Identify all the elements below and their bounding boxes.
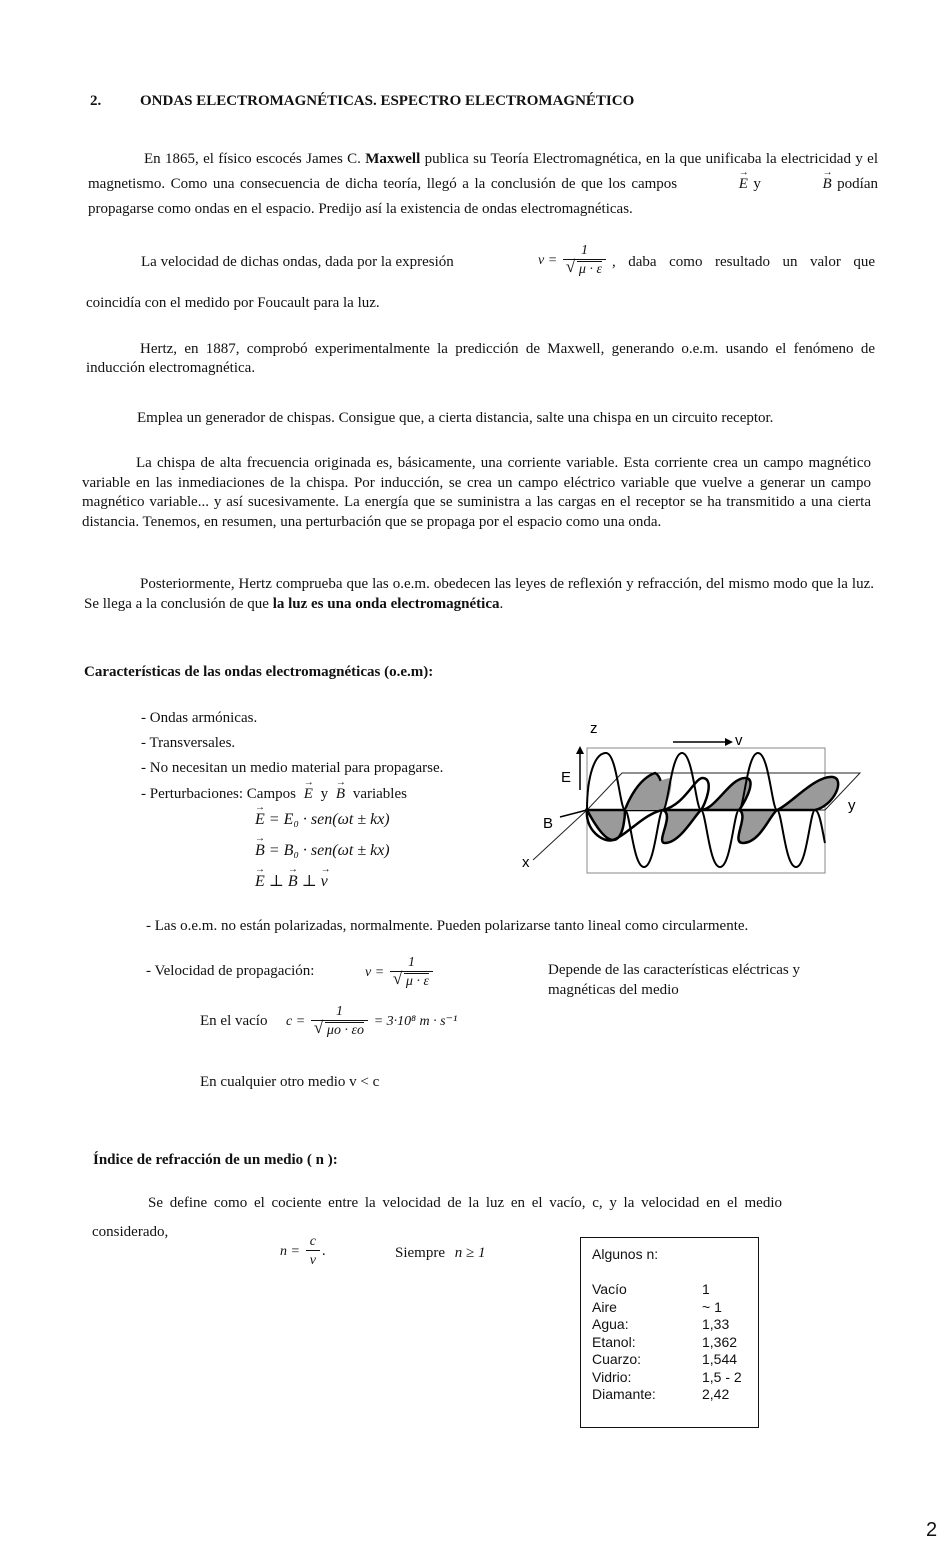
vector-b: → B bbox=[288, 872, 298, 891]
p1-text-2: publica su Teoría Electromagnética, en la que unificaba la electricidad y el magnetismo. Como una consecuencia de dicha teoría, llegó a la conclusión de que los campos bbox=[88, 151, 878, 192]
fraction-num: 1 bbox=[407, 955, 415, 970]
row-name: Agua: bbox=[592, 1316, 629, 1332]
other-medium-note: En cualquier otro medio v < c bbox=[200, 1074, 380, 1090]
p1-text-3: podían propagarse como ondas en el espacio. Predijo así la existencia de ondas electromagnéticas. bbox=[88, 176, 878, 217]
vector-b: → B bbox=[336, 785, 345, 804]
paragraph-hertz: Hertz, en 1887, comprobó experimentalmente la predicción de Maxwell, generando o.e.m. usando el fenómeno de inducción electromagnética. bbox=[86, 341, 875, 376]
fraction-den: v bbox=[306, 1250, 320, 1269]
x-axis bbox=[533, 810, 587, 860]
b-wave-segment bbox=[777, 777, 838, 810]
e-field-equation bbox=[255, 810, 390, 829]
vector-b: → B bbox=[766, 172, 831, 197]
refraction-table bbox=[592, 1281, 742, 1404]
paragraph-velocity bbox=[88, 240, 878, 288]
formula-n-lhs: n = bbox=[280, 1244, 300, 1259]
b-wave-segment bbox=[738, 810, 777, 843]
row-name: Diamante: bbox=[592, 1386, 656, 1402]
c-formula bbox=[286, 1004, 457, 1039]
perturb-conj: y bbox=[320, 786, 329, 802]
vacuum-label: En el vacío bbox=[200, 1013, 268, 1029]
formula-v-lhs: v = bbox=[365, 965, 385, 980]
p2-text: La velocidad de dichas ondas, dada por la expresión bbox=[141, 254, 454, 270]
table-row bbox=[592, 1369, 742, 1387]
table-row bbox=[592, 1386, 742, 1404]
page-number: 2 bbox=[926, 1519, 938, 1541]
row-name: Vacío bbox=[592, 1281, 627, 1297]
em-wave-diagram bbox=[515, 715, 875, 880]
paragraph-spark: Emplea un generador de chispas. Consigue que, a cierta distancia, salte una chispa en un circuito receptor. bbox=[137, 410, 774, 426]
formula-v-lhs: v = bbox=[538, 253, 558, 268]
characteristics-title: Características de las ondas electromagnéticas (o.e.m): bbox=[84, 664, 434, 680]
list-item: - Transversales. bbox=[141, 735, 236, 751]
p2-text-2: , daba como resultado un valor que bbox=[612, 254, 875, 270]
row-value: 1,544 bbox=[702, 1351, 738, 1367]
perturbation-line bbox=[141, 785, 407, 804]
row-name: Aire bbox=[592, 1298, 617, 1315]
label-z: z bbox=[590, 720, 598, 737]
siempre-math: n ≥ 1 bbox=[454, 1245, 486, 1261]
v-arrowhead bbox=[725, 738, 733, 746]
vector-v: → v bbox=[321, 872, 328, 891]
fraction bbox=[306, 1234, 320, 1269]
b-field-equation bbox=[255, 841, 390, 860]
row-value: 1 bbox=[702, 1281, 710, 1297]
row-value: 2,42 bbox=[702, 1386, 730, 1402]
refraction-index-box bbox=[580, 1237, 759, 1428]
perturb-text: - Perturbaciones: Campos bbox=[141, 786, 296, 802]
formula-dot: . bbox=[321, 1243, 326, 1259]
row-name: Vidrio: bbox=[592, 1368, 632, 1385]
label-b: B bbox=[543, 815, 554, 832]
label-e: E bbox=[561, 769, 572, 786]
row-value: 1,5 - 2 bbox=[702, 1368, 742, 1385]
table-row bbox=[592, 1351, 742, 1369]
paragraph-explanation: La chispa de alta frecuencia originada es, básicamente, una corriente variable. Esta corriente crea un campo magnético variable en las inmediaciones de la chispa. Por inducción, se crea un campo eléctrico variable que vuelve a generar un campo magnético variable... y así sucesivamente. La energía que se suministra a las cargas en el receptor se ha transmitido a una cierta distancia. Tenemos, en resumen, una perturbación que se propaga por el espacio como una onda. bbox=[82, 455, 871, 530]
siempre-line bbox=[395, 1244, 485, 1263]
box-title: Algunos n: bbox=[592, 1246, 659, 1262]
p1-text: En 1865, el físico escocés James C. bbox=[144, 151, 366, 167]
formula-c-lhs: c = bbox=[286, 1014, 306, 1029]
label-v: v bbox=[735, 732, 743, 749]
velocity-formula-2 bbox=[365, 955, 435, 990]
list-item: - Ondas armónicas. bbox=[141, 710, 258, 726]
fraction bbox=[311, 1004, 368, 1039]
p2-line2: coincidía con el medido por Foucault para la luz. bbox=[86, 295, 380, 311]
depends-note: Depende de las características eléctricas y magnéticas del medio bbox=[548, 962, 800, 998]
e-arrowhead bbox=[576, 746, 584, 754]
perturb-text-2: variables bbox=[352, 786, 407, 802]
p1-conj: y bbox=[753, 176, 761, 192]
paragraph-maxwell bbox=[88, 147, 878, 222]
label-y: y bbox=[848, 797, 856, 814]
fraction-num: 1 bbox=[335, 1004, 343, 1019]
row-value: 1,33 bbox=[702, 1316, 730, 1332]
n-formula bbox=[280, 1234, 326, 1269]
velocity-formula bbox=[538, 243, 608, 278]
vector-b: → B bbox=[255, 841, 265, 860]
sqrt-mu0-eps0: √ μo · εo bbox=[325, 1022, 364, 1038]
row-value: ~ 1 bbox=[702, 1298, 722, 1315]
refraction-title: Índice de refracción de un medio ( n ): bbox=[93, 1152, 338, 1168]
perp-symbol: ⊥ bbox=[301, 873, 317, 890]
vector-e: → E bbox=[683, 172, 748, 197]
row-value: 1,362 bbox=[702, 1333, 738, 1350]
b-wave-segment bbox=[662, 810, 701, 843]
p6-end: . bbox=[499, 596, 504, 612]
label-x: x bbox=[522, 854, 530, 871]
fraction bbox=[563, 243, 606, 278]
vector-e: → E bbox=[304, 785, 313, 804]
list-item: - No necesitan un medio material para propagarse. bbox=[141, 760, 444, 776]
section-number: 2. bbox=[90, 93, 102, 109]
sqrt-mu-eps: √ μ · ε bbox=[404, 973, 429, 989]
vector-e: → E bbox=[255, 872, 265, 891]
characteristics-list bbox=[141, 709, 443, 784]
e-eq-text: = E₀ · sen(ωt ± kx) bbox=[268, 811, 390, 828]
table-row bbox=[592, 1299, 742, 1317]
paragraph-conclusion bbox=[84, 574, 874, 614]
fraction bbox=[390, 955, 433, 990]
sqrt-mu-eps: √ μ · ε bbox=[577, 261, 602, 277]
polarization-note: - Las o.e.m. no están polarizadas, normalmente. Pueden polarizarse tanto lineal como circularmente. bbox=[146, 918, 749, 934]
row-name: Cuarzo: bbox=[592, 1351, 642, 1367]
p6-text: Posteriormente, Hertz comprueba que las o.e.m. obedecen las leyes de reflexión y refracción, del mismo modo que la luz. Se llega a la conclusión de que bbox=[84, 576, 874, 612]
perp-symbol: ⊥ bbox=[268, 873, 284, 890]
refraction-definition: Se define como el cociente entre la velocidad de la luz en el vacío, c, y la velocidad en el medio considerado, bbox=[92, 1195, 782, 1240]
table-row bbox=[592, 1316, 742, 1334]
fraction-num: 1 bbox=[580, 243, 588, 258]
perpendicular-relation bbox=[255, 872, 328, 891]
fraction-num: c bbox=[309, 1234, 316, 1249]
section-title: ONDAS ELECTROMAGNÉTICAS. ESPECTRO ELECTROMAGNÉTICO bbox=[140, 93, 635, 109]
siempre-text: Siempre bbox=[395, 1245, 445, 1261]
row-name: Etanol: bbox=[592, 1333, 636, 1350]
table-row bbox=[592, 1334, 742, 1352]
maxwell-name: Maxwell bbox=[365, 151, 421, 167]
vector-e: → E bbox=[255, 810, 265, 829]
velocity-label: - Velocidad de propagación: bbox=[146, 963, 315, 979]
formula-c-rhs: = 3·10⁸ m · s⁻¹ bbox=[373, 1014, 458, 1029]
p6-bold: la luz es una onda electromagnética bbox=[272, 596, 500, 612]
b-eq-text: = B₀ · sen(ωt ± kx) bbox=[268, 842, 390, 859]
table-row bbox=[592, 1281, 742, 1299]
